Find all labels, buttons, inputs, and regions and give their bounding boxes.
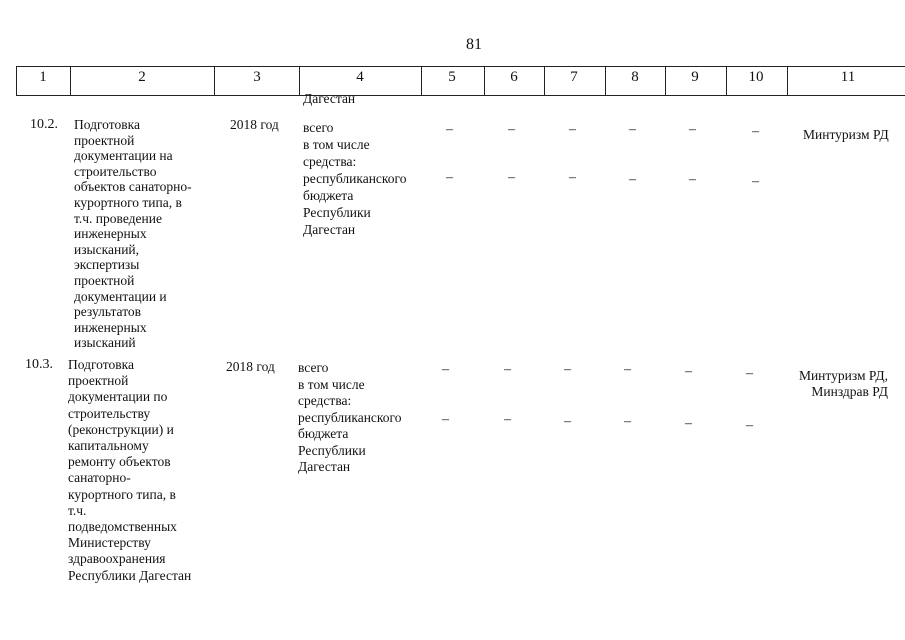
column-divider [214, 67, 215, 95]
description-line: изысканий, [74, 241, 140, 257]
column-header-4: 4 [356, 69, 364, 85]
description-line: проектной [68, 373, 129, 389]
column-header-2: 2 [138, 69, 146, 85]
value-cell: – [446, 170, 453, 185]
column-divider [544, 67, 545, 95]
description-line: объектов санаторно- [74, 179, 192, 195]
value-cell: – [624, 362, 631, 377]
column-header-8: 8 [631, 69, 639, 85]
column-divider [665, 67, 666, 95]
value-cell: – [504, 362, 511, 377]
description-line: Министерству [68, 535, 151, 551]
funding-line: Республики [298, 442, 366, 458]
value-cell: – [629, 172, 636, 187]
funding-line: средства: [303, 154, 357, 169]
column-header-9: 9 [691, 69, 699, 85]
column-divider [421, 67, 422, 95]
row-number: 10.3. [25, 357, 53, 372]
description-line: (реконструкции) и [68, 421, 174, 437]
value-cell: – [446, 122, 453, 137]
description-line: строительство [74, 163, 157, 179]
row-description [74, 117, 192, 351]
description-line: санаторно- [68, 470, 131, 486]
description-line: экспертизы [74, 257, 140, 273]
column-divider [70, 67, 71, 95]
row-number: 10.2. [30, 117, 58, 132]
description-line: ремонту объектов [68, 454, 171, 470]
description-line: Подготовка [68, 357, 134, 372]
value-cell: – [569, 122, 576, 137]
row-description [68, 357, 191, 584]
description-line: т.ч. проведение [74, 210, 162, 226]
column-header-3: 3 [253, 69, 261, 85]
column-divider [605, 67, 606, 95]
column-divider [16, 67, 17, 95]
description-line: Подготовка [74, 117, 140, 132]
funding-line: в том числе [303, 137, 370, 152]
description-line: Республики Дагестан [68, 567, 192, 583]
column-header-5: 5 [448, 69, 456, 85]
column-header-1: 1 [39, 69, 47, 85]
description-line: результатов [74, 304, 142, 320]
row-year: 2018 год [230, 117, 279, 132]
description-line: документации по [68, 389, 168, 405]
description-line: документации и [74, 288, 167, 304]
value-cell: – [689, 172, 696, 187]
description-line: проектной [74, 132, 135, 148]
value-cell: – [508, 122, 515, 137]
carryover-text: Дагестан [303, 91, 356, 106]
value-cell: – [442, 362, 449, 377]
value-cell: – [564, 414, 571, 429]
funding-line: всего [298, 360, 329, 375]
value-cell: – [685, 364, 692, 379]
column-header-6: 6 [510, 69, 518, 85]
column-divider [299, 67, 300, 95]
value-cell: – [629, 122, 636, 137]
value-cell: – [746, 418, 753, 433]
row-year: 2018 год [226, 359, 275, 374]
funding-line: Дагестан [298, 459, 351, 474]
description-line: курортного типа, в [68, 486, 176, 502]
funding-line: в том числе [298, 376, 365, 392]
description-line: документации на [74, 148, 173, 164]
funding-line: средства: [298, 393, 352, 408]
value-cell: – [624, 414, 631, 429]
description-line: капитальному [68, 438, 149, 454]
value-cell: – [504, 412, 511, 427]
description-line: здравоохранения [68, 551, 166, 567]
value-cell: – [569, 170, 576, 185]
executor-line: Минтуризм РД, [798, 368, 888, 383]
column-divider [726, 67, 727, 95]
description-line: инженерных [74, 226, 147, 242]
description-line: подведомственных [68, 519, 177, 535]
description-line: строительству [68, 405, 151, 421]
column-divider [787, 67, 788, 95]
value-cell: – [442, 412, 449, 427]
description-line: проектной [74, 272, 135, 288]
funding-line: республиканского [298, 409, 402, 425]
row-funding [298, 360, 402, 476]
value-cell: – [752, 124, 759, 139]
funding-line: всего [303, 120, 334, 135]
column-header-7: 7 [570, 69, 578, 85]
description-line: т.ч. [68, 502, 87, 518]
column-header-10: 10 [748, 69, 764, 85]
funding-line: Дагестан [303, 222, 356, 237]
value-cell: – [685, 416, 692, 431]
description-line: курортного типа, в [74, 194, 182, 210]
row-executor [803, 127, 889, 143]
funding-line: бюджета [303, 188, 354, 203]
column-divider [484, 67, 485, 95]
executor-line: Минтуризм РД [803, 127, 889, 142]
value-cell: – [564, 362, 571, 377]
funding-line: Республики [303, 205, 371, 220]
value-cell: – [746, 366, 753, 381]
page-number: 81 [466, 36, 482, 53]
description-line: изысканий [74, 335, 136, 351]
executor-line: Минздрав РД [811, 383, 888, 399]
row-funding [303, 119, 407, 238]
row-executor [796, 368, 888, 399]
value-cell: – [689, 122, 696, 137]
description-line: инженерных [74, 319, 147, 335]
funding-line: республиканского [303, 171, 407, 186]
value-cell: – [508, 170, 515, 185]
funding-line: бюджета [298, 426, 349, 441]
value-cell: – [752, 174, 759, 189]
column-header-11: 11 [840, 69, 856, 85]
table-header [16, 66, 905, 96]
